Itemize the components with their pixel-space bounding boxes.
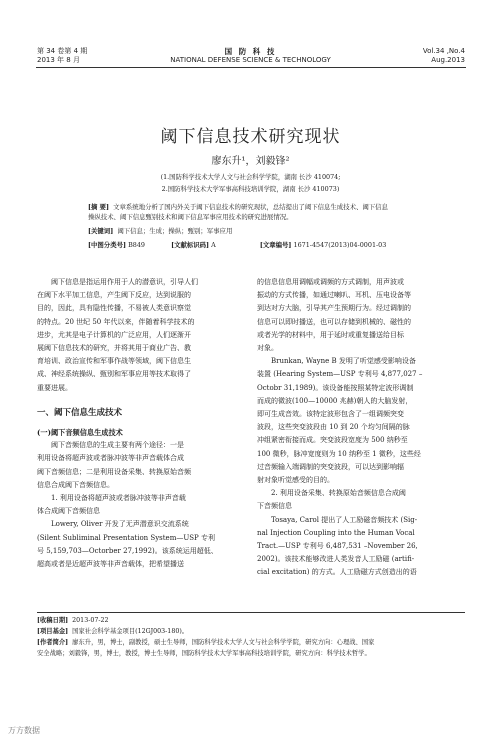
body-line: Brunkan, Wayne B 发明了听觉感受影响设备 xyxy=(271,357,416,366)
issue-date: 2013 年 8 月 xyxy=(37,56,80,64)
fund-label: [项目基金] xyxy=(37,628,69,635)
paper-title: 阈下信息技术研究现状 xyxy=(160,127,341,147)
body-line: Tosaya, Carol 提出了人工励磁音频技术 (Sig- xyxy=(271,515,418,524)
body-line: 信息合成阈下音频信息。 xyxy=(37,480,114,489)
abstract-text-2: 操纵技术、阈下信息甄别技术和阈下信息军事应用技术的研究进展情况。 xyxy=(88,213,293,221)
body-line: 波段，这些突变波段由 10 到 20 个均匀间隔的脉 xyxy=(257,423,410,432)
paragraph-2 xyxy=(37,439,243,492)
volume-number: Vol.34 ,No.4 xyxy=(422,47,465,55)
author-bio xyxy=(37,637,467,648)
body-line: 冲组紧密衔接而成。突变波段宽度为 500 纳秒至 xyxy=(257,436,408,445)
subsection-heading-1: (一)阈下音频信息生成技术 xyxy=(37,428,123,438)
body-line: 信息可以即时播送，也可以存储到机械的、磁性的 xyxy=(257,317,411,326)
body-line: nal Injection Coupling into the Human Vocal xyxy=(257,528,415,537)
keywords xyxy=(88,226,428,236)
body-line: (Silent Subliminal Presentation System—USP 专利 xyxy=(37,533,215,542)
issue-volume: 第 34 卷第 4 期 xyxy=(37,47,88,55)
abstract-text-1: 文章系统地分析了国内外关于阈下信息技术的研究现状，总结提出了阈下信息生成技术、阈下信息 xyxy=(113,203,388,211)
paper-authors: 廖东升¹，刘毅锋² xyxy=(211,156,290,167)
body-line: 2. 利用设备采集、转换原始音频信息合成阈 xyxy=(271,489,406,498)
paragraph-3 xyxy=(37,518,243,571)
intro-line: 重要进展。 xyxy=(37,383,72,392)
bio-text-1: 廖东升，男，博士，副教授，硕士生导师，国防科学技术大学人文与社会科学学院，研究方向：心理战、国家 xyxy=(72,639,375,646)
body-line: 对象。 xyxy=(257,344,278,353)
abstract-label: [摘 要] xyxy=(88,203,110,211)
bio-text-2: 安全战略；刘毅锋，男，博士，教授，博士生导师，国防科学技术大学军事高科技培训学院，研究方向：科学技术哲学。 xyxy=(37,650,371,657)
body-line: 而成的微波(100—10000 兆赫)朝人的大脑发射， xyxy=(257,396,413,405)
body-line: Octobr 31,1989)。该设备能按照某特定波形调制 xyxy=(257,383,414,392)
body-line: 100 微秒，脉冲宽度则为 10 纳秒至 1 微秒，这些经 xyxy=(257,449,421,458)
watermark: 万方数据 xyxy=(8,726,40,735)
article-number-label: [文章编号] xyxy=(259,241,292,249)
footnotes xyxy=(37,615,467,659)
body-line: 的信息信息用调幅或调频的方式调制，用声波或 xyxy=(257,278,404,286)
clc-label: [中图分类号] xyxy=(88,241,127,249)
intro-line: 成、神经系统操纵、甄别和军事应用等技术取得了 xyxy=(37,370,191,379)
section-heading-1: 一、阈下信息生成技术 xyxy=(37,407,123,418)
paragraph-continued xyxy=(257,276,465,355)
paragraph-tosaya xyxy=(257,514,465,580)
intro-line: 的特点。20 世纪 50 年代以来，伴随着科学技术的 xyxy=(37,317,195,326)
body-line: 或者光学的材料中，用于延时或重复播送给目标 xyxy=(257,330,404,339)
intro-line: 进步，尤其是电子计算机的广泛应用，人们逐渐开 xyxy=(37,330,191,339)
journal-name-en: NATIONAL DEFENSE SCIENCE & TECHNOLOGY xyxy=(170,56,331,64)
doc-code-label: [文献标识码] xyxy=(171,241,210,249)
body-line: 装置 (Hearing System—USP 专利号 4,877,027 – xyxy=(257,370,423,379)
intro-line: 阈下信息是指运用作用于人的潜意识，引导人们 xyxy=(51,278,198,286)
abstract xyxy=(88,202,428,222)
body-line: 过音频输入端调制的突变波段，可以达到影响辐 xyxy=(257,462,404,471)
clc-value: B849 xyxy=(128,241,145,249)
fund-value: 国家社会科学基金项目(12GJ003-180)。 xyxy=(72,628,189,635)
footnote-rule xyxy=(37,612,465,613)
body-line: 号 5,159,703—Octorber 27,1992)。该系统运用超低、 xyxy=(37,546,218,555)
received-value: 2013-07-22 xyxy=(72,617,109,624)
body-line: 阈下音频信息的生成主要有两个途径：一是 xyxy=(51,441,184,450)
journal-volume xyxy=(423,47,465,65)
bio-label: [作者简介] xyxy=(37,639,69,646)
keywords-text: 阈下信息；生成；操纵；甄别；军事应用 xyxy=(117,227,233,235)
body-line: 2002)。该技术能够改进人类发音人工励磁 (artifi- xyxy=(257,555,415,564)
classification xyxy=(88,240,448,250)
left-column xyxy=(37,276,243,571)
doc-code-value: A xyxy=(211,241,216,249)
intro-paragraph xyxy=(37,276,243,395)
intro-line: 目的，因此，具有隐性传播，不易被人类意识察觉 xyxy=(37,304,191,313)
received-date xyxy=(37,615,467,626)
intro-line: 育培训、政治宣传和军事作战等领域，阈下信息生 xyxy=(37,357,191,366)
right-column xyxy=(257,276,465,580)
body-line: 阈下音频信息；二是利用设备采集、转换原始音频 xyxy=(37,467,191,476)
funding xyxy=(37,626,467,637)
journal-name-cn: 国 防 科 技 xyxy=(224,47,277,56)
volume-date: Aug.2013 xyxy=(431,56,465,64)
intro-line: 在阈下水平加工信息，产生阈下反应，达到说服的 xyxy=(37,291,191,300)
body-line: 体合成阈下音频信息 xyxy=(37,507,100,516)
body-line: 利用设备将超声波或者脉冲波等非声音载体合成 xyxy=(37,454,184,463)
body-line: 到达对方大脑，引导其产生预期行为。经过调制的 xyxy=(257,304,411,313)
paragraph-brunkan xyxy=(257,355,465,487)
body-line: Tract.—USP 专利号 6,487,531 –November 26, xyxy=(257,542,418,551)
body-line: 振动的方式传播，如通过喇叭、耳机、压电设备等 xyxy=(257,291,411,300)
article-number-value: 1671-4547(2013)04-0001-03 xyxy=(293,241,387,249)
item-heading-2 xyxy=(257,487,465,513)
affiliation-2: 2.国防科学技术大学军事高科技培训学院，湖南 长沙 410073) xyxy=(161,185,340,193)
body-line: 超高或者是近超声波等非声音载体，把希望播送 xyxy=(37,560,184,569)
body-line: 下音频信息 xyxy=(257,502,292,511)
body-line: Lowery, Oliver 开发了无声潜意识交流系统 xyxy=(51,520,189,529)
item-heading-1 xyxy=(37,492,243,518)
keywords-label: [关键词] xyxy=(88,227,114,235)
body-line: 1. 利用设备将超声波或者脉冲波等非声音载 xyxy=(51,494,186,503)
body-line: cial excitation) 的方式。人工励磁方式创造出的语 xyxy=(257,568,417,577)
header-rule xyxy=(36,67,466,68)
affiliation-1: (1.国防科学技术大学人文与社会科学学院，湖南 长沙 410074; xyxy=(160,173,341,181)
intro-line: 展阈下信息技术的研究，并将其用于商业广告、教 xyxy=(37,344,191,353)
received-label: [收稿日期] xyxy=(37,617,69,624)
body-line: 即可生成音效。该特定波形包含了一组调频突变 xyxy=(257,410,404,419)
body-line: 射对象听觉感受的目的。 xyxy=(257,476,334,485)
